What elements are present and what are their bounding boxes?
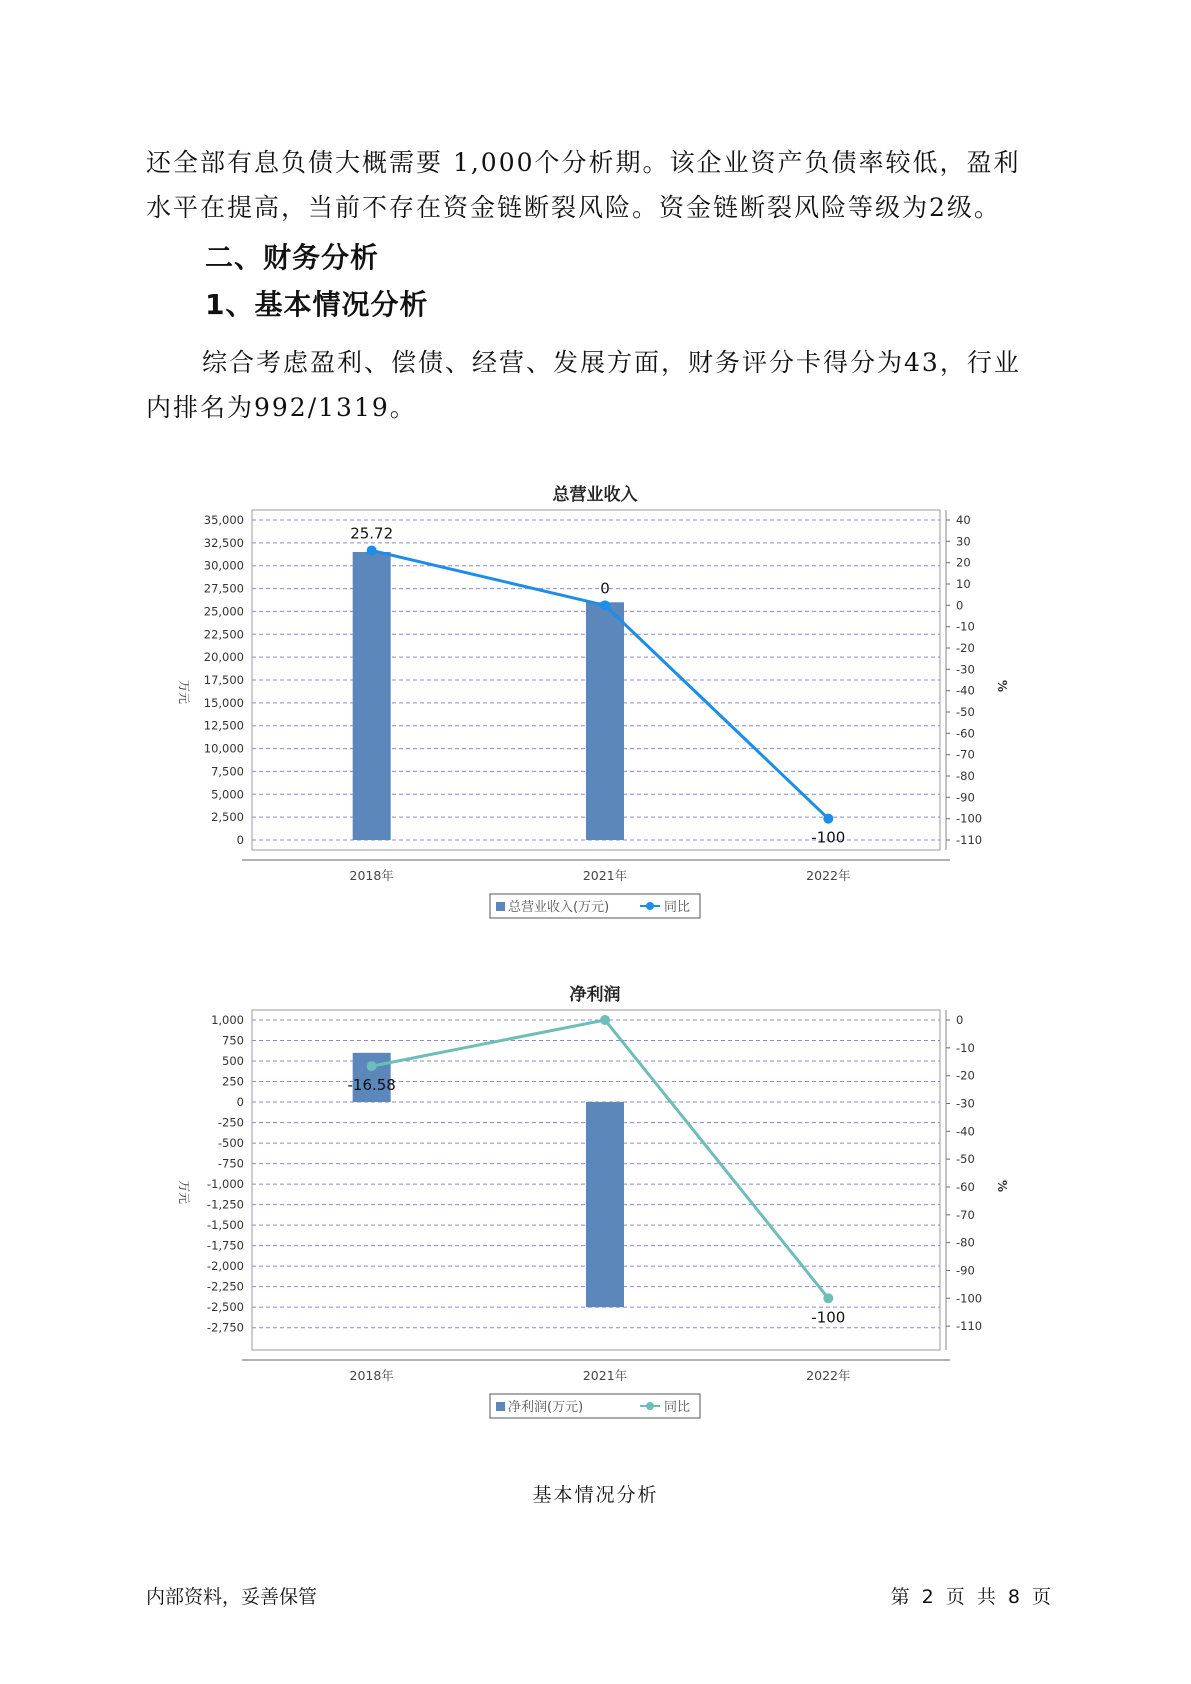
legend-line-label: 同比	[664, 1400, 691, 1415]
y2-tick-label: 0	[956, 1013, 964, 1027]
y-tick-label: 750	[222, 1033, 244, 1048]
x-tick-label: 2018年	[349, 868, 394, 883]
y2-tick-label: 30	[956, 534, 971, 549]
legend-bar-label: 净利润(万元)	[508, 1400, 584, 1415]
legend-bar-swatch	[496, 1402, 505, 1411]
legend-line-marker	[646, 1402, 654, 1410]
y-tick-label: -250	[217, 1115, 244, 1130]
y2-tick-label: -60	[956, 1179, 975, 1194]
y-tick-label: -1,000	[206, 1177, 244, 1192]
x-tick-label: 2021年	[582, 1368, 628, 1383]
y2-tick-label: -110	[956, 1319, 983, 1334]
y-tick-label: 17,500	[203, 673, 244, 687]
figure-caption: 基本情况分析	[532, 1484, 659, 1506]
y2-tick-label: -70	[956, 1207, 975, 1222]
bar	[586, 602, 624, 840]
y2-tick-label: -90	[956, 1263, 975, 1278]
y-tick-label: 27,500	[203, 581, 244, 596]
data-label: -100	[811, 828, 846, 847]
y2-tick-label: -60	[956, 726, 975, 741]
y-tick-label: 5,000	[211, 787, 244, 802]
y-tick-label: -2,000	[206, 1259, 244, 1274]
y2-tick-label: -10	[956, 1040, 975, 1055]
y-tick-label: 22,500	[203, 627, 244, 642]
line-point	[600, 1015, 610, 1025]
y2-tick-label: -50	[956, 705, 975, 719]
y-tick-label: -1,250	[206, 1197, 244, 1212]
legend-bar-swatch	[496, 902, 505, 911]
y-tick-label: 32,500	[203, 535, 244, 550]
net-profit-chart-svg	[170, 980, 1020, 1440]
bar	[353, 552, 391, 840]
y2-tick-label: 10	[956, 577, 971, 591]
line-point	[600, 600, 610, 610]
y2-tick-label: -30	[956, 662, 975, 677]
y-tick-label: -500	[217, 1136, 244, 1151]
y2-tick-label: -80	[956, 769, 975, 783]
y2-tick-label: 0	[956, 598, 964, 613]
section-heading: 二、财务分析	[205, 241, 380, 274]
footer-page-number: 第 2 页 共 8 页	[890, 1586, 1051, 1608]
intro-paragraph: 还全部有息负债大概需要 1,000个分析期。该企业资产负债率较低，盈利水平在提高，当前不存在资金链断裂风险。资金链断裂风险等级为2级。	[146, 148, 1021, 222]
footer-confidential: 内部资料，妥善保管	[146, 1586, 318, 1608]
y-tick-label: -1,500	[206, 1218, 244, 1233]
y-tick-label: 30,000	[203, 558, 244, 573]
y2-tick-label: -10	[956, 619, 975, 634]
y-axis-label: 万元	[177, 1180, 191, 1205]
y-tick-label: 20,000	[203, 650, 244, 665]
y2-axis-label: %	[995, 680, 1009, 693]
y2-tick-label: -80	[956, 1235, 975, 1250]
line-point	[823, 1293, 833, 1303]
y2-tick-label: -90	[956, 790, 975, 805]
x-tick-label: 2021年	[582, 868, 628, 883]
data-label: 0	[600, 579, 610, 598]
y-tick-label: 1,000	[211, 1013, 244, 1027]
y2-tick-label: -110	[956, 833, 983, 847]
data-label: -100	[811, 1308, 846, 1327]
data-label: -16.58	[347, 1076, 396, 1095]
x-tick-label: 2022年	[806, 868, 851, 883]
y-tick-label: -2,500	[206, 1300, 244, 1315]
revenue-chart	[170, 480, 1020, 940]
y-tick-label: 0	[236, 1095, 244, 1110]
legend-line-label: 同比	[664, 900, 691, 915]
y-tick-label: -750	[217, 1156, 244, 1171]
y-axis-label: 万元	[177, 680, 191, 705]
bar	[586, 1102, 624, 1307]
y2-tick-label: -100	[956, 1291, 983, 1306]
x-tick-label: 2022年	[806, 1368, 851, 1383]
y-tick-label: 250	[222, 1074, 244, 1089]
y-tick-label: 25,000	[203, 604, 244, 619]
y-tick-label: -1,750	[206, 1238, 244, 1253]
y2-tick-label: -70	[956, 747, 975, 762]
y-tick-label: -2,250	[206, 1279, 244, 1294]
y-tick-label: 12,500	[203, 718, 244, 733]
y2-tick-label: -100	[956, 811, 983, 826]
line-point	[367, 1061, 377, 1071]
y2-tick-label: -50	[956, 1152, 975, 1167]
net-profit-chart	[170, 980, 1020, 1440]
y-tick-label: 2,500	[211, 810, 244, 825]
chart-title: 净利润	[569, 985, 621, 1005]
legend-line-marker	[646, 902, 654, 910]
y2-axis-label: %	[995, 1180, 1009, 1193]
data-label: 25.72	[350, 524, 394, 543]
y-tick-label: 35,000	[203, 513, 244, 527]
y2-tick-label: -20	[956, 641, 975, 655]
y-tick-label: 0	[236, 833, 244, 847]
y2-tick-label: -40	[956, 1124, 975, 1139]
y2-tick-label: 20	[956, 555, 971, 570]
y-tick-label: 7,500	[211, 764, 244, 779]
y2-tick-label: -40	[956, 683, 975, 698]
revenue-chart-svg	[170, 480, 1020, 940]
line-point	[367, 545, 377, 555]
y-tick-label: 15,000	[203, 695, 244, 710]
y-tick-label: 10,000	[203, 741, 244, 756]
y-tick-label: 500	[222, 1054, 244, 1069]
y2-tick-label: -30	[956, 1096, 975, 1111]
legend-bar-label: 总营业收入(万元)	[508, 900, 610, 915]
summary-paragraph: 综合考虑盈利、偿债、经营、发展方面，财务评分卡得分为43，行业内排名为992/1319。	[146, 348, 1021, 422]
y-tick-label: -2,750	[206, 1320, 244, 1335]
subsection-heading: 1、基本情况分析	[205, 288, 429, 321]
x-tick-label: 2018年	[349, 1368, 394, 1383]
y2-tick-label: 40	[956, 513, 971, 527]
chart-title: 总营业收入	[552, 485, 638, 505]
line-point	[823, 814, 833, 824]
y2-tick-label: -20	[956, 1068, 975, 1083]
